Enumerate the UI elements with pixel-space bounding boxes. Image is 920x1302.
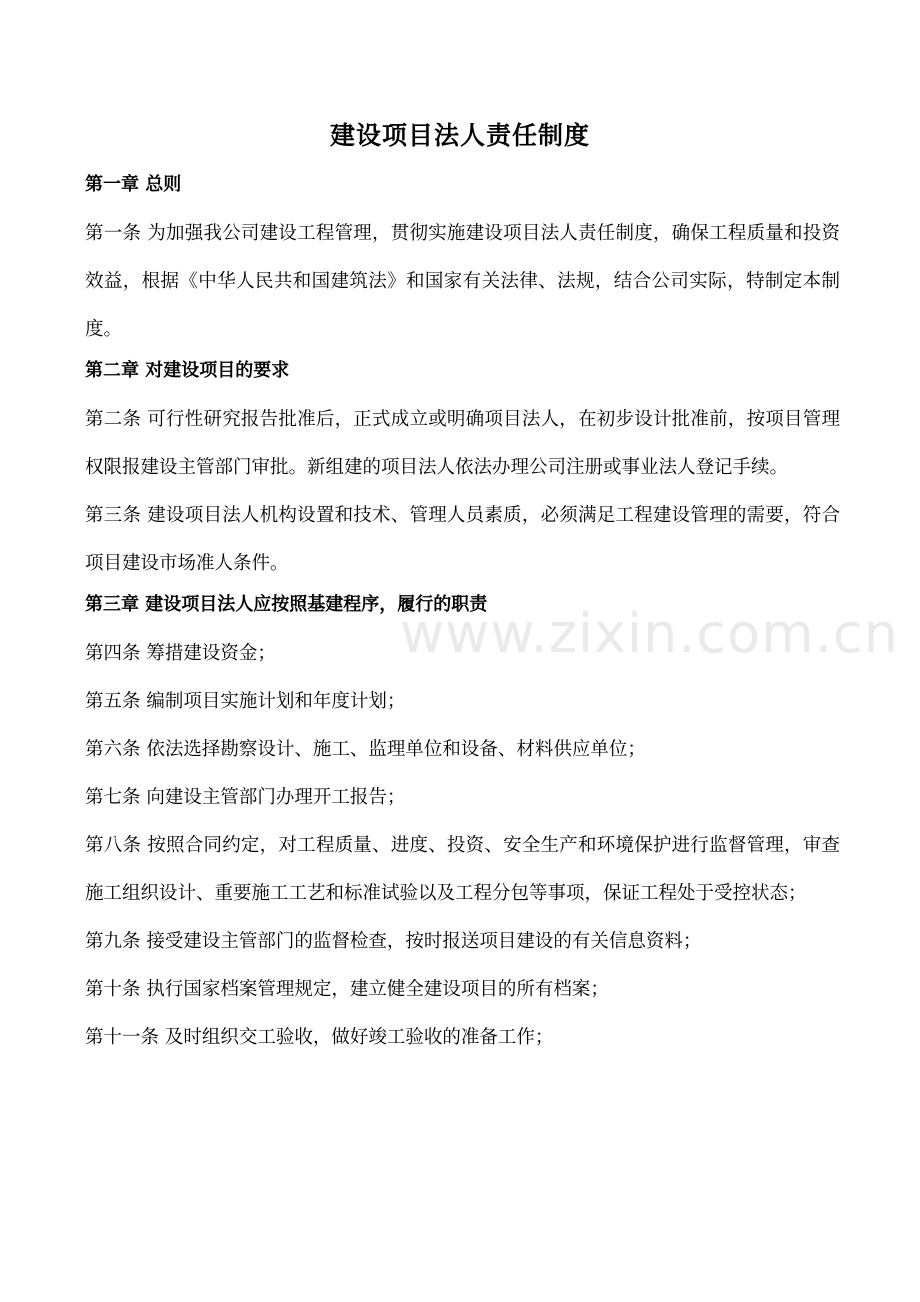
article-paragraph: 第五条 编制项目实施计划和年度计划； xyxy=(85,691,406,712)
chapter-heading: 第三章 建设项目法人应按照基建程序，履行的职责 xyxy=(85,594,488,615)
article-paragraph: 第六条 依法选择勘察设计、施工、监理单位和设备、材料供应单位； xyxy=(85,739,646,760)
article-paragraph: 第八条 按照合同约定，对工程质量、进度、投资、安全生产和环境保护进行监督管理，审查施工组织设计、重要施工工艺和标准试验以及工程分包等事项，保证工程处于受控状态； xyxy=(85,835,840,904)
article-paragraph: 第二条 可行性研究报告批准后，正式成立或明确项目法人，在初步设计批准前，按项目管理权限报建设主管部门审批。新组建的项目法人依法办理公司注册或事业法人登记手续。 xyxy=(85,409,840,478)
article-paragraph: 第一条 为加强我公司建设工程管理，贯彻实施建设项目法人责任制度，确保工程质量和投资效益，根据《中华人民共和国建筑法》和国家有关法律、法规，结合公司实际，特制定本制度。 xyxy=(85,223,840,340)
article-paragraph: 第十条 执行国家档案管理规定，建立健全建设项目的所有档案； xyxy=(85,979,609,1000)
article-paragraph: 第十一条 及时组织交工验收，做好竣工验收的准备工作； xyxy=(85,1027,554,1048)
chapter-heading: 第一章 总则 xyxy=(85,174,182,195)
article-paragraph: 第三条 建设项目法人机构设置和技术、管理人员素质，必须满足工程建设管理的需要，符合项目建设市场准人条件。 xyxy=(85,505,840,574)
article-paragraph: 第七条 向建设主管部门办理开工报告； xyxy=(85,787,406,808)
watermark: www.zixin.com.cn xyxy=(400,602,899,665)
document-body xyxy=(85,168,840,1062)
chapter-heading: 第二章 对建设项目的要求 xyxy=(85,360,290,381)
article-paragraph: 第九条 接受建设主管部门的监督检查，按时报送项目建设的有关信息资料； xyxy=(85,931,702,952)
document-title: 建设项目法人责任制度 xyxy=(329,121,590,150)
article-paragraph: 第四条 筹措建设资金； xyxy=(85,643,276,664)
